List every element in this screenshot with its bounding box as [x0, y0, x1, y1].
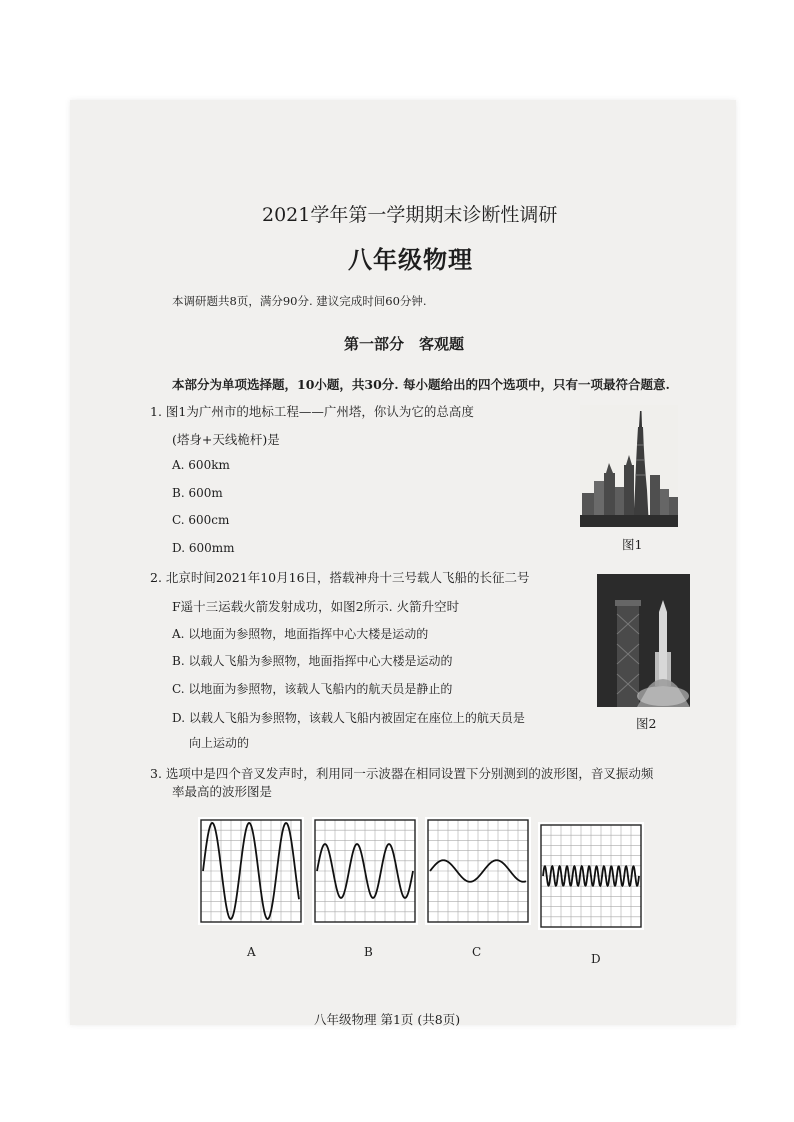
page-footer: 八年级物理 第1页 (共8页) [314, 1012, 461, 1027]
q1-stem-line1: 1. 图1为广州市的地标工程——广州塔，你认为它的总高度 [150, 404, 474, 419]
q1-option-d: D. 600mm [172, 541, 235, 555]
q1-option-c: C. 600cm [172, 513, 230, 527]
rocket-launch-photo [597, 574, 690, 707]
waveform-c [425, 817, 531, 929]
q3-stem-line2: 率最高的波形图是 [172, 784, 273, 799]
q2-option-d-cont: 向上运动的 [189, 736, 250, 750]
waveform-label-d: D [591, 952, 601, 966]
waveform-label-b: B [364, 945, 373, 959]
waveform-label-c: C [472, 945, 482, 959]
q2-option-c: C. 以地面为参照物，该载人飞船内的航天员是静止的 [172, 682, 453, 696]
waveform-a [198, 817, 304, 929]
q2-option-b: B. 以载人飞船为参照物，地面指挥中心大楼是运动的 [172, 654, 453, 668]
exam-title: 2021学年第一学期期末诊断性调研 [262, 204, 558, 226]
waveform-d [538, 822, 644, 934]
q3-stem-line1: 3. 选项中是四个音叉发声时，利用同一示波器在相同设置下分别测到的波形图，音叉振动频 [150, 766, 654, 781]
q1-option-b: B. 600m [172, 486, 223, 500]
q2-stem-line1: 2. 北京时间2021年10月16日，搭载神舟十三号载人飞船的长征二号 [150, 570, 530, 585]
q1-option-a: A. 600km [172, 458, 230, 472]
q2-stem-line2: F遥十三运载火箭发射成功，如图2所示. 火箭升空时 [172, 599, 460, 614]
section-intro: 本部分为单项选择题，10小题，共30分. 每小题给出的四个选项中，只有一项最符合题意. [172, 377, 670, 392]
waveform-b [312, 817, 418, 929]
figure2-caption: 图2 [636, 716, 657, 731]
q2-option-d: D. 以载人飞船为参照物，该载人飞船内被固定在座位上的航天员是 [172, 711, 525, 725]
q2-option-a: A. 以地面为参照物，地面指挥中心大楼是运动的 [172, 627, 429, 641]
waveform-label-a: A [247, 945, 256, 959]
canton-tower-photo [580, 405, 678, 527]
exam-info: 本调研题共8页，满分90分. 建议完成时间60分钟. [172, 294, 427, 308]
section-title: 第一部分 客观题 [344, 335, 465, 353]
subject-title: 八年级物理 [348, 245, 473, 274]
q1-stem-line2: (塔身+天线桅杆)是 [172, 432, 280, 447]
figure1-caption: 图1 [622, 537, 643, 552]
